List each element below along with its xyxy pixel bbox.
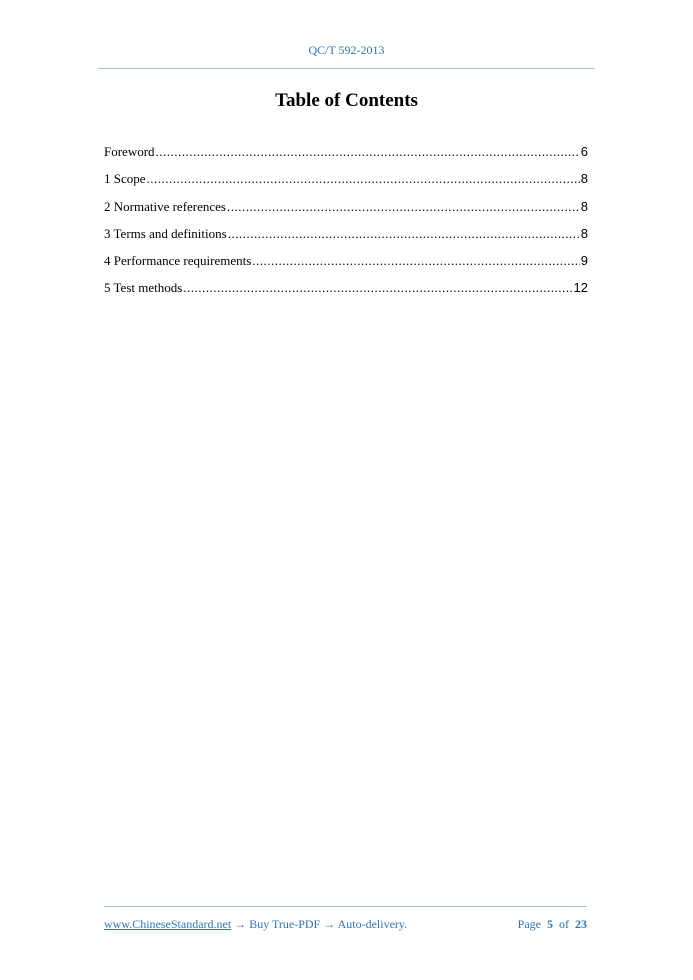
- toc-entry-label: Foreword: [104, 144, 155, 159]
- page-number: [518, 917, 587, 932]
- toc-entry-page: 8: [580, 171, 588, 187]
- toc-leader-dots: [252, 253, 579, 269]
- document-footer: [104, 917, 587, 932]
- arrow-right-icon: →: [323, 917, 336, 931]
- page-title: Table of Contents: [275, 90, 418, 111]
- page-current: 5: [547, 917, 553, 931]
- toc-entry-page: 8: [580, 198, 588, 214]
- toc-entry-page: 12: [573, 280, 588, 296]
- toc-entry-foreword[interactable]: [104, 144, 588, 171]
- toc-entry-label: 2 Normative references: [104, 198, 226, 214]
- of-word: of: [559, 917, 569, 931]
- toc-entry-label: 3 Terms and definitions: [104, 225, 227, 241]
- footer-promo: [104, 917, 407, 932]
- toc-leader-dots: [147, 171, 580, 187]
- page-word: Page: [517, 917, 541, 931]
- footer-divider: [104, 906, 587, 907]
- header-divider: [98, 68, 595, 69]
- buy-pdf-text: Buy True-PDF: [249, 917, 321, 931]
- toc-entry-page: 8: [580, 225, 588, 241]
- toc-leader-dots: [228, 226, 580, 242]
- toc-leader-dots: [183, 280, 572, 296]
- toc-entry-terms-and-definitions[interactable]: [104, 226, 588, 253]
- toc-entry-performance-requirements[interactable]: [104, 253, 588, 280]
- site-link[interactable]: www.ChineseStandard.net: [104, 917, 232, 931]
- toc-entry-page: 6: [580, 144, 588, 159]
- table-of-contents: [104, 144, 588, 308]
- toc-entry-scope[interactable]: [104, 171, 588, 198]
- toc-entry-test-methods[interactable]: [104, 280, 588, 307]
- toc-leader-dots: [156, 144, 580, 160]
- toc-entry-label: 5 Test methods: [104, 280, 183, 296]
- toc-entry-label: 1 Scope: [104, 171, 146, 187]
- toc-entry-page: 9: [580, 253, 588, 269]
- toc-leader-dots: [227, 199, 580, 215]
- document-header: QC/T 592-2013: [308, 43, 385, 57]
- toc-entry-label: 4 Performance requirements: [104, 253, 252, 269]
- page-total: 23: [575, 917, 587, 931]
- arrow-right-icon: →: [234, 917, 247, 931]
- auto-delivery-text: Auto-delivery.: [337, 917, 408, 931]
- toc-entry-normative-references[interactable]: [104, 199, 588, 226]
